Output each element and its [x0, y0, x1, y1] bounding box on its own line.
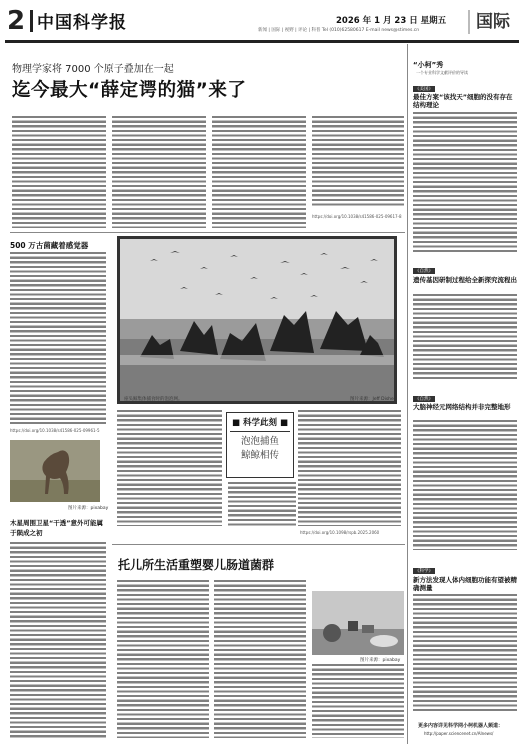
masthead — [0, 0, 524, 40]
side-story-1-text — [10, 252, 106, 424]
rc-item-1-title: 最佳方案“该找天”细胞的没有存在结构理论 — [413, 93, 513, 109]
lead-url[interactable]: https://doi.org/10.1038/s41586-025-09617-8 — [312, 214, 402, 219]
rc-item-1-tag: 《美国》 — [415, 87, 433, 92]
rc-item-3-tag: 《自然》 — [415, 397, 433, 402]
science-box-title: ■ 科学此刻 ■ — [232, 418, 288, 428]
lower-section-rule — [112, 544, 405, 545]
rc-item-4-tag: 《科学》 — [415, 569, 433, 574]
section-label: 国际 — [468, 10, 520, 34]
rc-item-4-title: 新方法发现人体内细胞功能有望被精确测量 — [413, 576, 517, 592]
second-story-headline: 托儿所生活重塑婴儿肠道菌群 — [118, 558, 275, 572]
second-story-text-col-1 — [117, 580, 209, 738]
lead-text-col-1 — [12, 116, 106, 228]
newspaper-logo: 中国科学报 — [37, 13, 127, 33]
kangaroo-photo — [10, 440, 100, 502]
side-story-2-photo-credit: 图片来源：pixabay — [68, 506, 109, 511]
box-story-text-col-1 — [117, 410, 222, 526]
side-story-1-title: 500 万古菌藏着感觉器 — [10, 241, 89, 250]
page-number: 2 — [7, 6, 26, 36]
second-story-text-col-2 — [214, 580, 306, 738]
box-story-url[interactable]: https://doi.org/10.1098/rspb.2025.2060 — [300, 530, 380, 535]
science-box-divider — [230, 431, 290, 432]
science-moment-box — [226, 412, 294, 478]
issue-date: 2026 年 1 月 23 日 星期五 — [336, 16, 447, 26]
right-column-header: “小柯”秀 — [413, 61, 444, 69]
rc-item-2-tag: 《自然》 — [415, 269, 433, 274]
whale-bubble-net-photo — [117, 236, 397, 404]
contact-line: 新闻 | 国际 | 视野 | 评论 | 科普 Tel (010)62580617 E-mail news@stimes.cn — [258, 28, 420, 33]
section-rule — [10, 232, 405, 233]
lead-kicker: 物理学家将 7000 个原子叠加在一起 — [12, 64, 174, 75]
rc-item-2-title: 遗传基因研制过程给全新探究流程出 — [413, 276, 517, 284]
lead-text-col-4 — [312, 116, 404, 206]
science-box-line-1: 泡泡捕鱼 — [240, 436, 279, 447]
rc-item-3-title: 大脑神经元网络结构并非完整地形 — [413, 403, 511, 411]
lead-text-col-2 — [112, 116, 206, 228]
second-story-photo-credit: 图片来源：pixabay — [360, 658, 401, 663]
main-photo-credit: 图片来源：Jeff Dishe — [350, 397, 394, 402]
lead-text-col-3 — [212, 116, 306, 228]
masthead-divider — [30, 10, 33, 32]
right-column-footer: 更多内容详见科学网小柯机器人频道： — [418, 723, 504, 729]
rc-item-3-text — [413, 420, 517, 550]
rc-item-1-text — [413, 112, 517, 252]
rc-item-4-text — [413, 594, 517, 712]
right-column-subheader: 一个专业科学文献评价的导读 — [416, 70, 468, 75]
lead-headline: 迄今最大“薛定谔的猫”来了 — [12, 80, 247, 101]
rc-item-2-text — [413, 294, 517, 380]
box-story-text-col-2 — [228, 482, 296, 526]
side-story-1-url[interactable]: https://doi.org/10.1038/s41586-025-09961-5 — [10, 428, 100, 433]
right-column-footer-url[interactable]: http://paper.sciencenet.cn/AInews/ — [424, 731, 494, 736]
side-story-2-text — [10, 542, 106, 738]
main-photo-caption: 座头鲸集体捕食时的泡泡网。 — [124, 397, 183, 402]
nursery-child-photo — [312, 591, 404, 655]
masthead-rule — [5, 40, 519, 43]
side-story-2-title: 木星周围卫星“干透”意外可能属于陨成之初 — [10, 519, 104, 537]
right-column-rule — [407, 44, 408, 744]
box-story-text-col-3 — [298, 410, 401, 526]
science-box-line-2: 鲸鲸相传 — [240, 450, 279, 461]
second-story-text-col-3 — [312, 664, 404, 738]
